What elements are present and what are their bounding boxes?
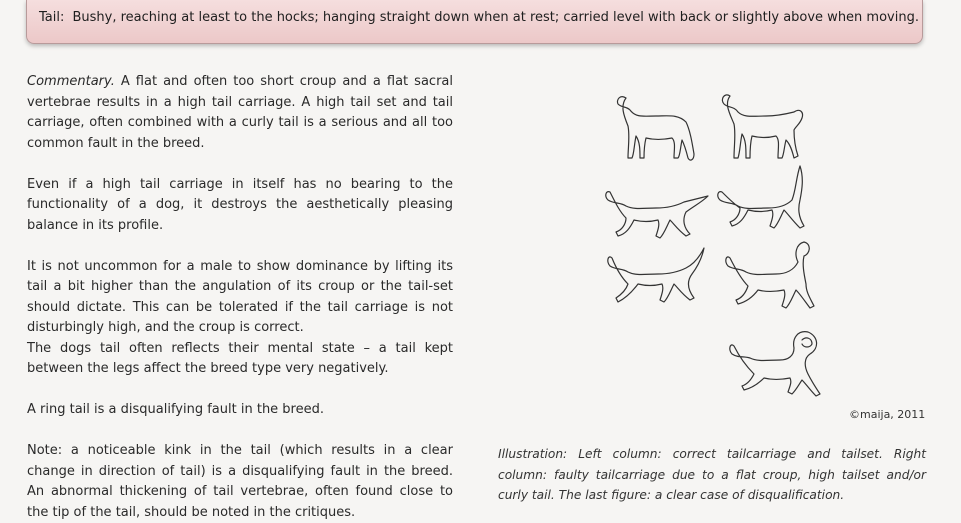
illustration-copyright: ©maija, 2011	[849, 408, 926, 421]
dog-figure-correct-standing	[617, 97, 694, 160]
commentary-paragraph-4: The dogs tail often reflects their mental state – a tail kept between the legs affect the breed type very negatively.	[27, 340, 453, 376]
banner-text: Bushy, reaching at least to the hocks; hanging straight down when at rest; carried level with back or slightly above when moving.	[72, 10, 919, 25]
commentary-text-1: A flat and often too short croup and a flat sacral vertebrae results in a high tail carriage. A high tail set and tail carriage, often combined with a curly tail is a serious and all too common fault in the breed.	[27, 74, 453, 151]
commentary-paragraph-3: It is not uncommon for a male to show dominance by lifting its tail a bit higher than the angulation of its croup or the tail-set should dictate. This can be tolerated if the tail carriage is not disturbingly high, and the croup is correct.	[27, 258, 453, 335]
commentary-label: Commentary.	[27, 74, 115, 89]
dog-figure-correct-moving-1	[606, 192, 708, 238]
dog-figure-faulty-moving-1	[718, 166, 804, 228]
dog-figure-disqualifying	[730, 332, 820, 396]
commentary-paragraph-2: Even if a high tail carriage in itself has no bearing to the functionality of a dog, it destroys the aesthetically pleasing balance in its profile.	[27, 176, 453, 233]
commentary-paragraph-1	[27, 72, 453, 154]
standard-banner	[26, 0, 923, 44]
commentary-paragraph-5: A ring tail is a disqualifying fault in the breed.	[27, 402, 325, 417]
dog-figure-faulty-moving-2	[726, 242, 814, 308]
banner-label: Tail:	[39, 10, 65, 25]
illustration-caption: Illustration: Left column: correct tailcarriage and tailset. Right column: faulty tailcarriage due to a flat croup, high tailset and/or curly tail. The last figure: a clear case of disqualification.	[498, 447, 926, 502]
dog-tail-illustration	[596, 84, 836, 404]
commentary-column	[27, 72, 453, 523]
commentary-paragraph-6: Note: a noticeable kink in the tail (which results in a clear change in direction of tail) is a disqualifying fault in the breed. An abnormal thickening of tail vertebrae, often found close to the tip of the tail, should be noted in the critiques.	[27, 443, 453, 520]
dog-figure-faulty-standing	[722, 95, 802, 158]
dog-figure-correct-moving-2	[608, 248, 704, 302]
